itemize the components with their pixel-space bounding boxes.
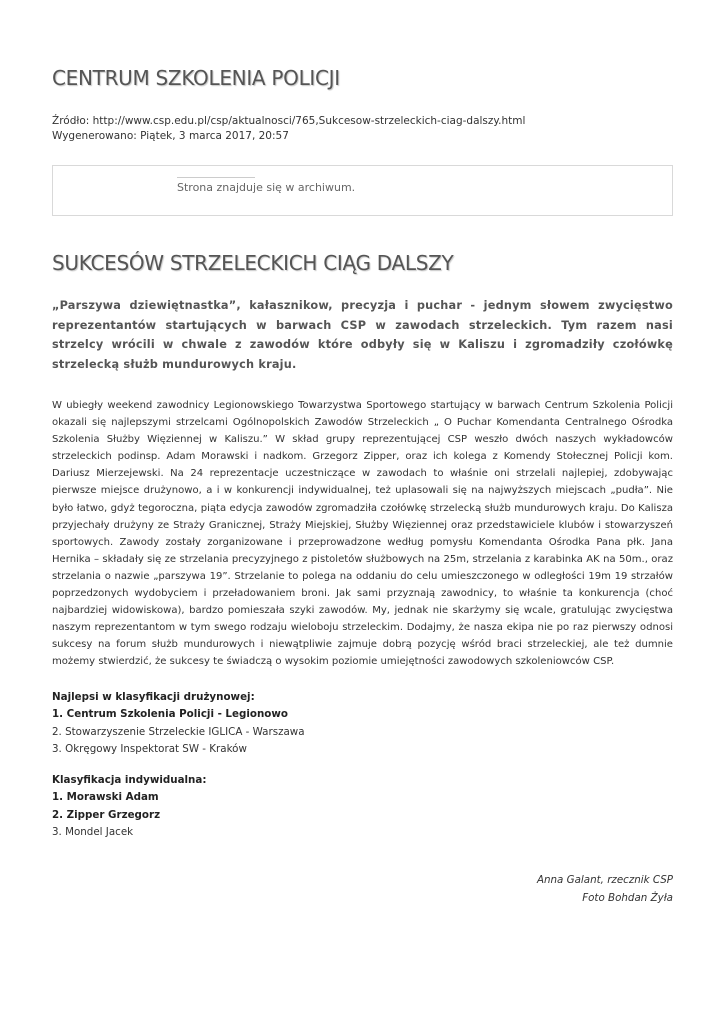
archive-notice-box [52,165,673,216]
author-credit: Anna Galant, rzecznik CSP [536,874,673,886]
source-url: Źródło: http://www.csp.edu.pl/csp/aktualnosci/765,Sukcesow-strzeleckich-ciag-dalszy.html [52,115,526,127]
team-ranking-item: 3. Okręgowy Inspektorat SW - Kraków [52,742,247,755]
article-signature [537,872,673,907]
individual-ranking-item: 3. Mondel Jacek [52,825,134,838]
meta-info [52,114,525,144]
team-ranking [52,689,305,758]
archive-notice: Strona znajduje się w archiwum. [177,181,356,194]
archive-divider [177,177,255,178]
team-ranking-item: 1. Centrum Szkolenia Policji - Legionowo [52,708,288,721]
team-ranking-item: 2. Stowarzyszenie Strzeleckie IGLICA - Warszawa [52,725,305,738]
article-body: W ubiegły weekend zawodnicy Legionowskiego Towarzystwa Sportowego startujący w barwach Centrum Szkolenia Policji okazali się najlepszymi strzelcami Ogólnopolskich Zawodów Strzeleckich „ O Puchar Komendanta Centralnego Ośrodka Szkolenia Służby Więziennej w Kaliszu.” W skład grupy reprezentującej CSP weszło dwóch naszych wykładowców strzeleckich podinsp. Adam Morawski i nadkom. Grzegorz Zipper, oraz ich kolega z Komendy Stołecznej Policji kom. Dariusz Mierzejewski. Na 24 reprezentacje uczestniczące w zawodach to właśnie oni strzelali najlepiej, zdobywając pierwsze miejsce drużynowo, a i w konkurencji indywidualnej, też uplasowali się na najwyższych miejscach „pudła”. Nie było łatwo, gdyż tegoroczna, piąta edycja zawodów zgromadziła czołówkę strzelecką służb mundurowych kraju. Do Kalisza przyjechały drużyny ze Straży Granicznej, Straży Miejskiej, Służby Więziennej oraz przedstawiciele klubów i stowarzyszeń sportowych. Zawody zostały zorganizowane i przeprowadzone według pomysłu Komendanta Ośrodka Pana płk. Jana Hernika – składały się ze strzelania precyzyjnego z pistoletów służbowych na 25m, strzelania z karabinka AK na 50m., oraz strzelania o nazwie „parszywa 19”. Strzelanie to polega na oddaniu do celu umieszczonego w odległości 19m 19 strzałów poprzedzonych wydobyciem i przeładowaniem broni. Jak sami przyznają zawodnicy, to właśnie ta konkurencja (choć najbardziej widowiskowa), bardzo pomieszała szyki zawodów. My, jednak nie skarżymy się wcale, gratulując zwycięstwa naszym reprezentantom w tym swego rodzaju wieloboju strzeleckim. Dodajmy, że nasza ekipa nie po raz pierwszy odnosi sukcesy na forum służb mundurowych i niewątpliwie zajmuje dobrą pozycję wśród braci strzeleckiej, ale też dumnie możemy stwierdzić, że sukcesy te świadczą o wysokim poziomie umiejętności zawodowych szkoleniowców CSP. [52,400,673,668]
individual-ranking [52,772,206,841]
individual-ranking-item: 1. Morawski Adam [52,791,159,804]
team-ranking-heading: Najlepsi w klasyfikacji drużynowej: [52,691,255,703]
article-lead: „Parszywa dziewiętnastka”, kałasznikow, precyzja i puchar - jednym słowem zwycięstwo reprezentantów startujących w barwach CSP w zawodach strzeleckich. Tym razem nasi strzelcy wrócili w chwale z zawodów które odbyły się w Kaliszu i zgromadziły czołówkę strzelecką służb mundurowych kraju. [52,299,673,371]
individual-ranking-item: 2. Zipper Grzegorz [52,808,161,821]
individual-ranking-heading: Klasyfikacja indywidualna: [52,774,207,786]
generated-date: Wygenerowano: Piątek, 3 marca 2017, 20:57 [52,130,289,142]
site-title: CENTRUM SZKOLENIA POLICJI [52,66,340,90]
article-title: SUKCESÓW STRZELECKICH CIĄG DALSZY [52,251,454,275]
photo-credit: Foto Bohdan Żyła [582,891,673,904]
